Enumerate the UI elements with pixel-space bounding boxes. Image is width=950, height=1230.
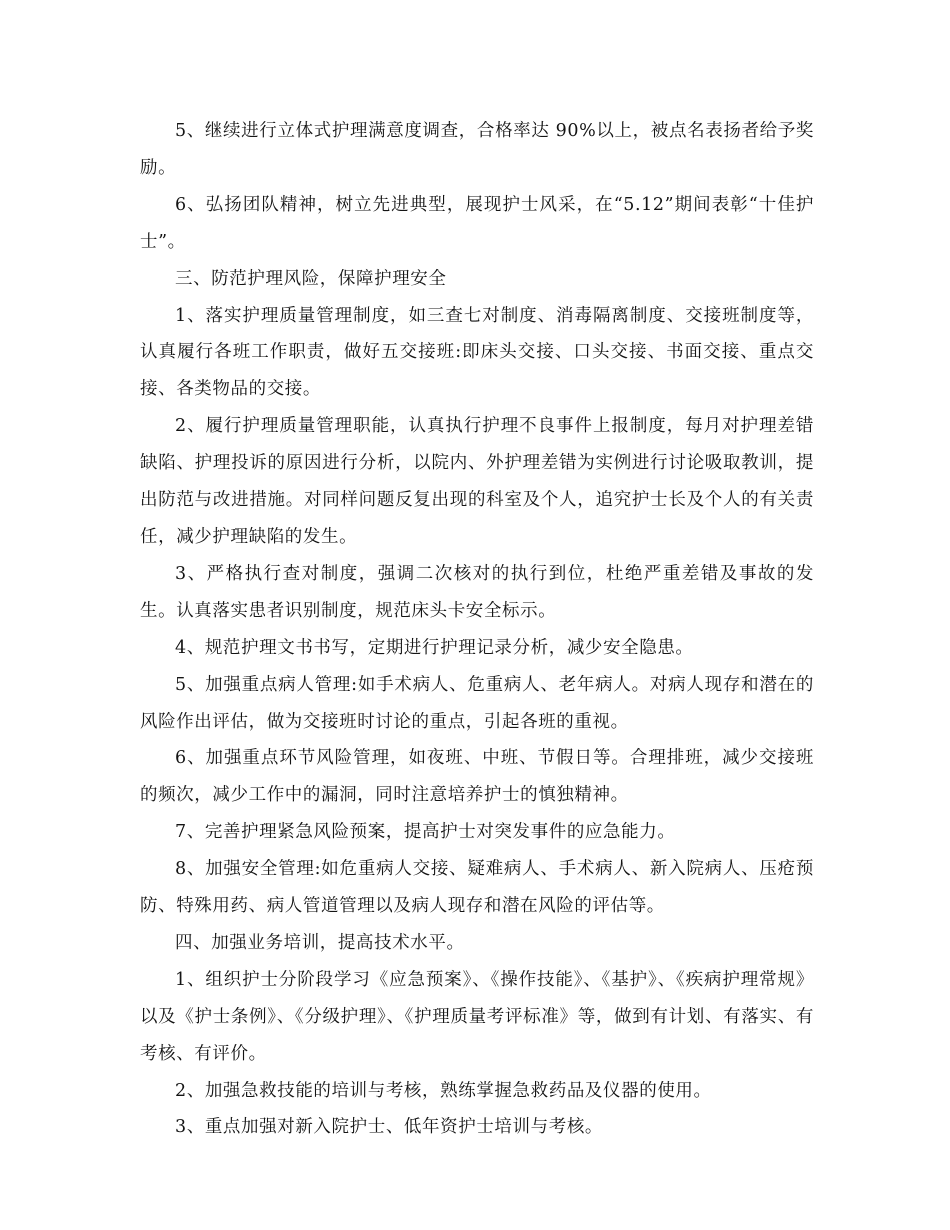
paragraph-training-item-3: 3、重点加强对新入院护士、低年资护士培训与考核。 bbox=[175, 1117, 604, 1138]
paragraph-risk-item-6: 6、加强重点环节风险管理，如夜班、中班、节假日等。合理排班，减少交接班的频次，减少工作中的漏洞，同时注意培养护士的慎独精神。 bbox=[140, 748, 814, 806]
paragraph-risk-item-2: 2、履行护理质量管理职能，认真执行护理不良事件上报制度，每月对护理差错缺陷、护理投诉的原因进行分析，以院内、外护理差错为实例进行讨论吸取教训，提出防范与改进措施。对同样问题反复出现的科室及个人，追究护士长及个人的有关责任，减少护理缺陷的发生。 bbox=[140, 416, 814, 547]
paragraph-item-5-satisfaction: 5、继续进行立体式护理满意度调查，合格率达 90%以上，被点名表扬者给予奖励。 bbox=[140, 121, 814, 178]
document-page bbox=[140, 113, 814, 1146]
paragraph-training-item-1: 1、组织护士分阶段学习《应急预案》、《操作技能》、《基护》、《疾病护理常规》以及《护士条例》、《分级护理》、《护理质量考评标准》等，做到有计划、有落实、有考核、有评价。 bbox=[140, 969, 814, 1064]
section-heading-4: 四、加强业务培训，提高技术水平。 bbox=[175, 932, 465, 953]
paragraph-risk-item-3: 3、严格执行查对制度，强调二次核对的执行到位，杜绝严重差错及事故的发生。认真落实患者识别制度，规范床头卡安全标示。 bbox=[140, 563, 814, 621]
paragraph-training-item-2: 2、加强急救技能的培训与考核，熟练掌握急救药品及仪器的使用。 bbox=[175, 1080, 712, 1101]
paragraph-item-6-team-spirit: 6、弘扬团队精神，树立先进典型，展现护士风采，在“5.12”期间表彰“十佳护士”。 bbox=[140, 194, 814, 252]
paragraph-risk-item-1: 1、落实护理质量管理制度，如三查七对制度、消毒隔离制度、交接班制度等，认真履行各班工作职责，做好五交接班:即床头交接、口头交接、书面交接、重点交接、各类物品的交接。 bbox=[140, 305, 814, 400]
section-heading-3: 三、防范护理风险，保障护理安全 bbox=[175, 268, 447, 289]
paragraph-risk-item-4: 4、规范护理文书书写，定期进行护理记录分析，减少安全隐患。 bbox=[175, 637, 694, 658]
paragraph-risk-item-5: 5、加强重点病人管理:如手术病人、危重病人、老年病人。对病人现存和潜在的风险作出评估，做为交接班时讨论的重点，引起各班的重视。 bbox=[140, 674, 814, 732]
paragraph-risk-item-7: 7、完善护理紧急风险预案，提高护士对突发事件的应急能力。 bbox=[175, 822, 676, 843]
paragraph-risk-item-8: 8、加强安全管理:如危重病人交接、疑难病人、手术病人、新入院病人、压疮预防、特殊用药、病人管道管理以及病人现存和潜在风险的评估等。 bbox=[140, 859, 814, 917]
